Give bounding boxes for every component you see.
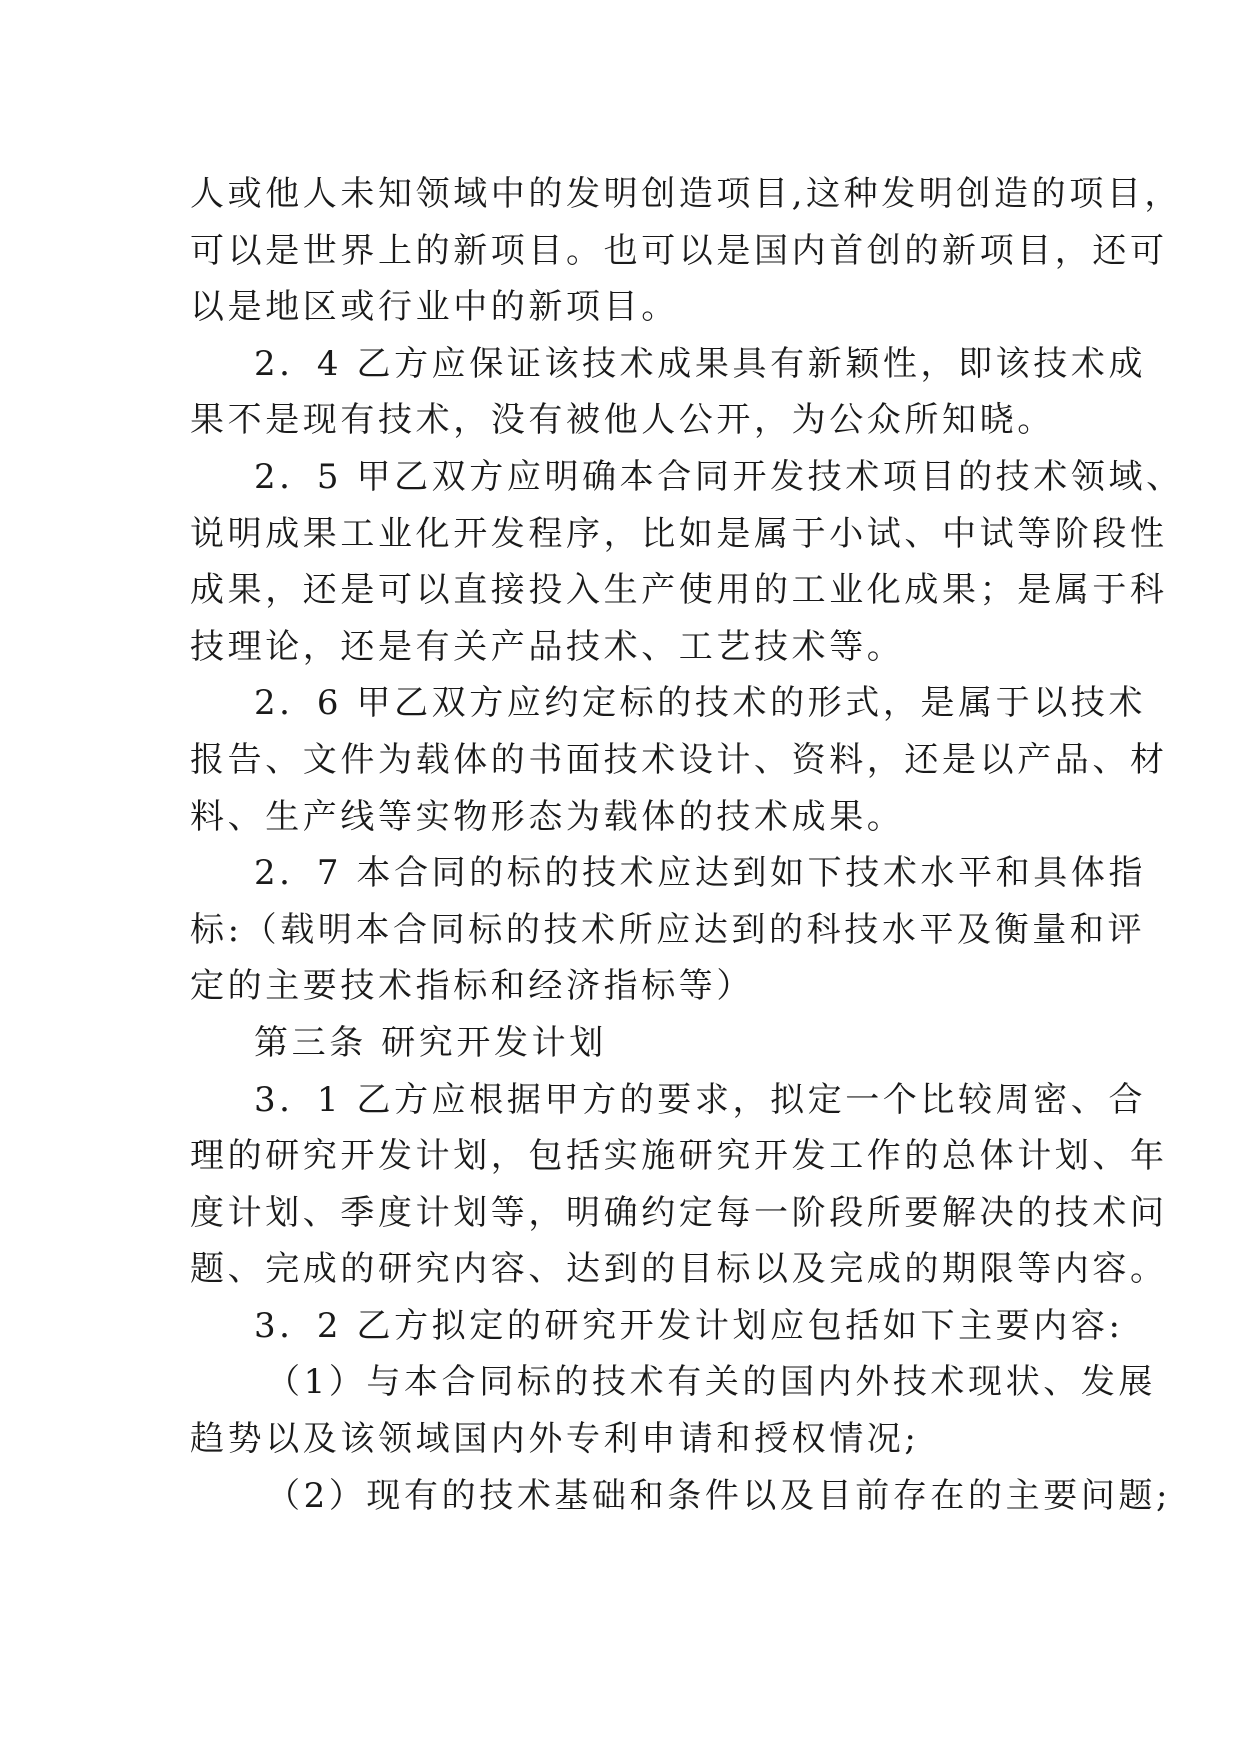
section-heading-article-3: 第三条 研究开发计划 <box>254 1022 607 1063</box>
text-line: 以是地区或行业中的新项目。 <box>190 287 679 328</box>
text-line: 果不是现有技术，没有被他人公开，为公众所知晓。 <box>190 400 1055 441</box>
text-line: 可以是世界上的新项目。也可以是国内首创的新项目，还可 <box>190 230 1168 271</box>
text-line: 人或他人未知领域中的发明创造项目,这种发明创造的项目， <box>190 174 1183 214</box>
document-body <box>190 166 1184 1524</box>
text-line: 定的主要技术指标和经济指标等） <box>190 966 754 1007</box>
clause-2-4: 2．4 乙方应保证该技术成果具有新颖性，即该技术成 <box>254 343 1147 384</box>
text-line: 技理论，还是有关产品技术、工艺技术等。 <box>190 626 905 667</box>
clause-2-6: 2．6 甲乙双方应约定标的技术的形式，是属于以技术 <box>254 683 1147 724</box>
clause-3-2: 3．2 乙方拟定的研究开发计划应包括如下主要内容: <box>254 1305 1124 1346</box>
text-line: 报告、文件为载体的书面技术设计、资料，还是以产品、材 <box>190 739 1168 780</box>
clause-2-7: 2．7 本合同的标的技术应达到如下技术水平和具体指 <box>254 853 1147 894</box>
text-line: 标:（载明本合同标的技术所应达到的科技水平及衡量和评 <box>190 909 1146 950</box>
list-item-1: （1）与本合同标的技术有关的国内外技术现状、发展 <box>266 1362 1157 1403</box>
list-item-2: （2）现有的技术基础和条件以及目前存在的主要问题; <box>266 1475 1172 1516</box>
text-line: 度计划、季度计划等，明确约定每一阶段所要解决的技术问 <box>190 1192 1168 1233</box>
text-line: 理的研究开发计划，包括实施研究开发工作的总体计划、年 <box>190 1136 1168 1177</box>
text-line: 说明成果工业化开发程序，比如是属于小试、中试等阶段性 <box>190 513 1168 554</box>
clause-3-1: 3．1 乙方应根据甲方的要求，拟定一个比较周密、合 <box>254 1079 1147 1120</box>
clause-2-5: 2．5 甲乙双方应明确本合同开发技术项目的技术领域、 <box>254 456 1184 497</box>
text-line: 料、生产线等实物形态为载体的技术成果。 <box>190 796 905 837</box>
text-line: 成果，还是可以直接投入生产使用的工业化成果；是属于科 <box>190 570 1168 611</box>
text-line: 题、完成的研究内容、达到的目标以及完成的期限等内容。 <box>190 1249 1168 1290</box>
text-line: 趋势以及该领域国内外专利申请和授权情况; <box>190 1419 920 1460</box>
